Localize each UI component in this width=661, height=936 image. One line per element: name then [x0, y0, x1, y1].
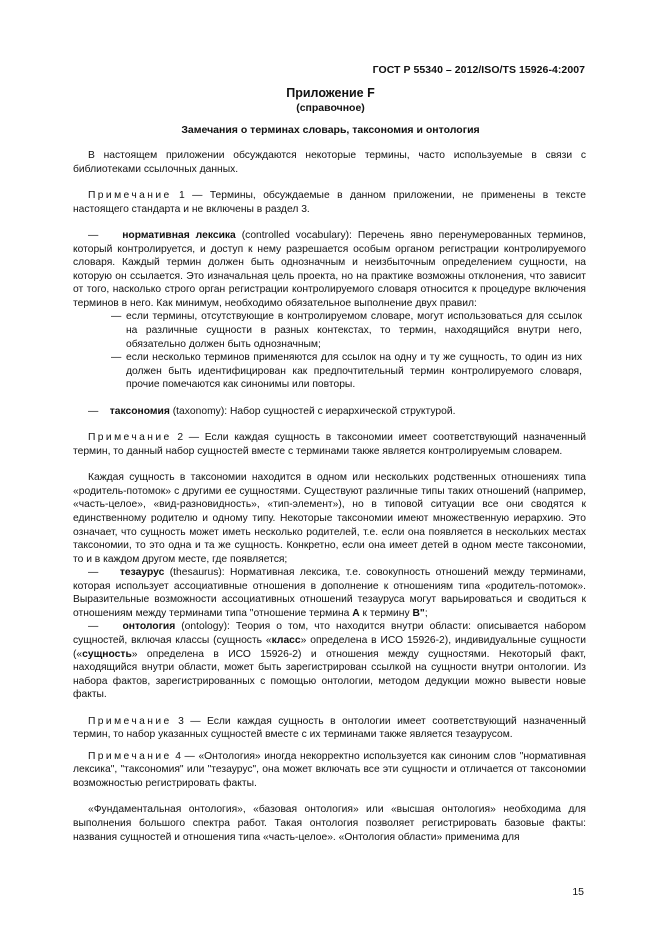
thesaurus-definition-a: (thesaurus): Нормативная лексика, т.е. совокупность отношений между терминами, которая использует ассоциативные отношения в дополнение к отношениям типа «родитель-потомок». Выразительные возможности ассоциативных отношений тезауруса могут варьироваться и сводиться к отношениям между терминами типа "отношение термина	[73, 567, 586, 619]
thesaurus-definition	[73, 566, 586, 620]
rule-item-1	[73, 310, 586, 351]
dash: —	[88, 405, 99, 417]
controlled-vocabulary-definition	[73, 229, 586, 310]
annex-title: Приложение F	[286, 86, 375, 100]
note-1-text: 1 — Термины, обсуждаемые в данном приложении, не применены в тексте настоящего стандарта и не включены в раздел 3.	[73, 190, 586, 215]
rule-2-text: если несколько терминов применяются для ссылок на одну и ту же сущность, то один из них должен быть идентифицирован как предпочтительный термин контролируемого словаря, прочие помечаются как синонимы или повторы.	[126, 352, 582, 391]
note-3	[73, 715, 586, 742]
thesaurus-definition-mid: к термину	[359, 607, 413, 619]
class-term: класс	[271, 634, 301, 646]
dash: —	[88, 621, 99, 633]
taxonomy-term: таксономия	[109, 405, 170, 417]
note-2-label: Примечание	[88, 432, 172, 444]
ontology-definition-b: » определена в ИСО 15926-2), индивидуальные сущности («	[73, 634, 586, 660]
page-number: 15	[572, 886, 584, 898]
final-paragraph: «Фундаментальная онтология», «базовая онтология» или «высшая онтология» необходима для выполнения большого спектра работ. Такая онтология позволяет регистрировать базовые факты: названия сущностей и отношения типа «часть-целое». «Онтология области» применима для	[73, 804, 586, 843]
intro-paragraph: В настоящем приложении обсуждаются некоторые термины, часто используемые в связи с библиотеками ссылочных данных.	[73, 150, 586, 175]
note-1	[73, 189, 586, 216]
standard-header: ГОСТ Р 55340 – 2012/ISO/TS 15926-4:2007	[372, 64, 585, 76]
vocabulary-term: нормативная лексика	[122, 230, 236, 242]
note-3-label: Примечание	[88, 715, 172, 727]
thesaurus-definition-end: ;	[424, 607, 428, 619]
term-a: A	[352, 607, 360, 619]
dash: —	[88, 567, 99, 579]
ontology-term: онтология	[122, 621, 176, 633]
note-4-text: 4 — «Онтология» иногда некорректно используется как синоним слов "нормативная лексика", "таксономия" или "тезаурус", она может включать все эти сущности и отличается от таксономии возможностью регистрировать факты.	[73, 750, 586, 789]
taxonomy-paragraph: Каждая сущность в таксономии находится в одном или нескольких родственных отношениях типа «родитель-потомок» с другими ее сущностями. Существуют различные типы таких отношений (например, «часть-целое», «вид-разновидность», «тип-элемент»), но в типовой ситуации все они сводятся к единственному родителю и одному типу. Некоторые таксономии имеют множественную иерархию. Это означает, что сущность может иметь несколько родителей, т.е. если она появляется в нескольких местах таксономии, то это одна и та же сущность. Конкретно, если она имеет детей в одном месте таксономии, то и в каждом другом месте, где появляется;	[73, 472, 586, 565]
rule-1-dash: —	[111, 311, 122, 323]
rule-1-text: если термины, отсутствующие в контролируемом словаре, могут использоваться для ссылок на различные сущности в разных контекстах, то термин, находящийся внутри него, обязательно должен быть однозначным;	[126, 311, 582, 350]
rule-2-dash: —	[111, 352, 122, 364]
note-2	[73, 431, 586, 458]
taxonomy-definition	[73, 405, 586, 419]
term-b: B"	[412, 607, 425, 619]
entity-term: сущность	[82, 648, 132, 660]
note-4	[73, 750, 586, 791]
ontology-definition-a: (ontology): Теория о том, что находится внутри области: описывается набором сущностей, включая классы (сущность «	[73, 621, 586, 646]
dash: —	[88, 230, 99, 242]
annex-subtitle: (справочное)	[296, 102, 365, 114]
annex-heading: Замечания о терминах словарь, таксономия и онтология	[181, 124, 480, 136]
note-4-label: Примечание	[88, 750, 172, 762]
ontology-definition-c: » определена в ИСО 15926-2) и отношения между сущностями. Некоторый факт, находящийся внутри области, может быть зарегистрирован ссылкой на сущности внутри онтологии. Из набора фактов, зарегистрированных с помощью онтологии, методом дедукции можно вывести новые факты.	[73, 648, 586, 701]
ontology-definition	[73, 620, 586, 701]
vocabulary-definition: (controlled vocabulary): Перечень явно перенумерованных терминов, который контролируется, и доступ к нему разрешается особым органом регистрации контролируемого словаря. Каждый термин должен быть однозначным и неизбыточным определением сущности, на которую он ссылается. Это изначальная цель проекта, но на практике возможны отклонения, что зависит от того, насколько строго орган регистрации контролируемого словаря относится к процедуре включения терминов в него. Как минимум, необходимо обязательное выполнение двух правил:	[73, 230, 586, 309]
annex-body	[73, 149, 586, 844]
taxonomy-definition-text: (taxonomy): Набор сущностей с иерархической структурой.	[169, 405, 456, 417]
note-1-label: Примечание	[88, 190, 172, 202]
note-2-text: 2 — Если каждая сущность в таксономии имеет соответствующий назначенный термин, то данный набор сущностей вместе с терминами также является контролируемым словарем.	[73, 432, 586, 457]
note-3-text: 3 — Если каждая сущность в онтологии имеет соответствующий назначенный термин, то набор указанных сущностей вместе с их терминами также является тезаурусом.	[73, 715, 586, 741]
thesaurus-term: тезаурус	[119, 567, 165, 579]
rule-item-2	[73, 351, 586, 392]
